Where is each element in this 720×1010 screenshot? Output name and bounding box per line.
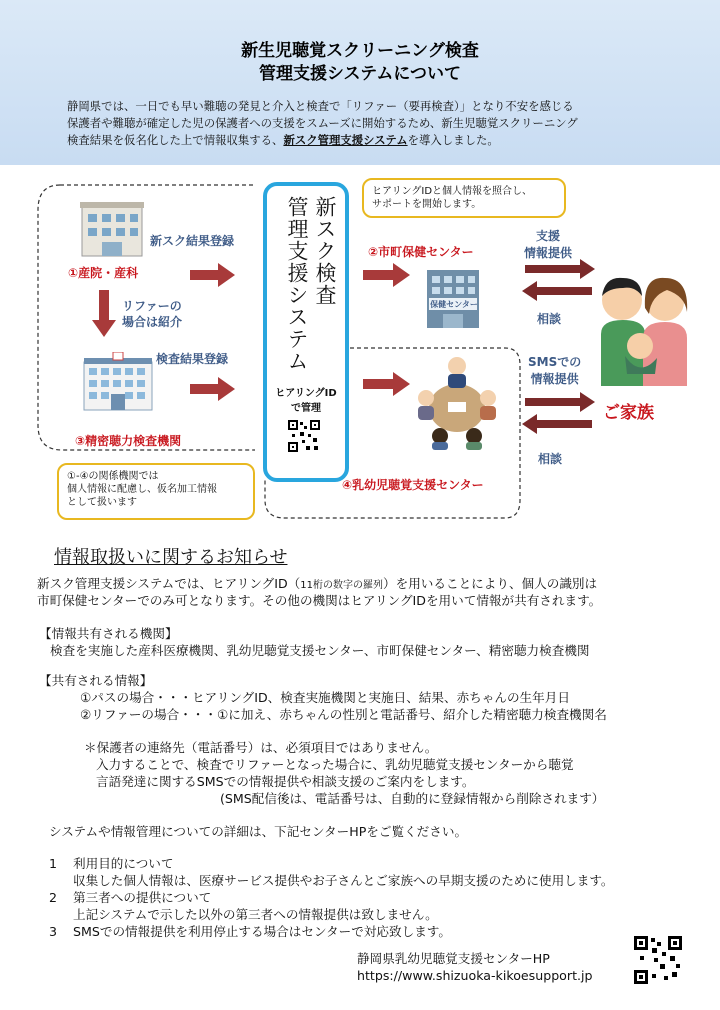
newborn-result-label: 新スク結果登録 <box>150 234 235 248</box>
orgs-text: 検査を実施した産科医療機関、乳幼児聴覚支援センター、市町保健センター、精密聴力検査機関 <box>50 643 590 658</box>
system-name-link: 新スク管理支援システム <box>283 133 408 147</box>
notice-heading: 情報取扱いに関するお知らせ <box>54 547 288 568</box>
item-3-title: SMSでの情報提供を利用停止する場合はセンターで対応致します。 <box>73 924 451 939</box>
page-subtitle: 管理支援システムについて <box>259 64 461 84</box>
website-qr-icon[interactable] <box>634 936 682 984</box>
health-center-label: ②市町保健センター <box>368 245 474 259</box>
page-title: 新生児聴覚スクリーニング検査 <box>241 41 479 61</box>
system-id-note: ヒアリングID で管理 <box>275 388 337 414</box>
footer-org: 静岡県乳幼児聴覚支援センターHP <box>357 951 550 966</box>
callout-bottom: ①-④の関係機関では 個人情報に配慮し、仮名加工情報 として扱います <box>57 463 255 520</box>
intro-line-3: 検査結果を仮名化した上で情報収集する、新スク管理支援システムを導入しました。 <box>67 133 499 147</box>
info-item-1: ①パスの場合・・・ヒアリングID、検査実施機関と実施日、結果、赤ちゃんの生年月日 <box>80 690 570 705</box>
health-center-sign: 保健センター <box>430 300 478 309</box>
notice-para-1: 新スク管理支援システムでは、ヒアリングID（11桁の数字の羅列）を用いることにより、個人の識別は <box>37 576 598 591</box>
system-name: 新スク検査 管理支援システム <box>285 196 337 372</box>
infant-center-label: ④乳幼児聴覚支援センター <box>342 478 484 492</box>
item-2-num: 2 <box>49 890 58 905</box>
family-icon <box>595 268 695 386</box>
support-meeting-icon <box>412 352 502 450</box>
item-1-body: 収集した個人情報は、医療サービス提供やお子さんとご家族への早期支援のために使用します。 <box>73 873 614 888</box>
intro-line-1: 静岡県では、一日でも早い難聴の発見と介入と検査で「リファー（要再検査）」となり不安を感じる <box>67 99 574 113</box>
orgs-heading: 【情報共有される機関】 <box>39 626 178 641</box>
info-heading: 【共有される情報】 <box>39 673 153 688</box>
item-1-num: 1 <box>49 856 58 871</box>
clinic-building-icon <box>82 352 154 412</box>
info-item-2: ②リファーの場合・・・①に加え、赤ちゃんの性別と電話番号、紹介した精密聴力検査機関名 <box>80 707 607 722</box>
note-line-2: 入力することで、検査でリファーとなった場合に、乳幼児聴覚支援センターから聴覚 <box>96 757 574 772</box>
callout-top: ヒアリングIDと個人情報を照合し、 サポートを開始します。 <box>362 178 566 218</box>
item-2-title: 第三者への提供について <box>73 890 212 905</box>
system-qr-icon <box>288 420 320 452</box>
item-2-body: 上記システムで示した以外の第三者への情報提供は致しません。 <box>73 907 438 922</box>
note-line-4: (SMS配信後は、電話番号は、自動的に登録情報から削除されます） <box>220 791 605 806</box>
refer-note: リファーの 場合は紹介 <box>122 299 183 329</box>
item-1-title: 利用目的について <box>73 856 174 871</box>
family-label: ご家族 <box>603 403 654 423</box>
consult-label-2: 相談 <box>538 452 563 466</box>
sms-label: SMSでの 情報提供 <box>528 355 582 386</box>
consult-label-1: 相談 <box>537 312 562 326</box>
support-label: 支援 情報提供 <box>524 229 573 260</box>
intro-line-2: 保護者や難聴が確定した児の保護者への支援をスムーズに開始するため、新生児聴覚スクリーニング <box>67 116 578 130</box>
hospital-building-icon <box>78 200 146 258</box>
note-line-3: 言語発達に関するSMSでの情報提供や相談支援のご案内をします。 <box>96 774 475 789</box>
notice-para-2: 市町保健センターでのみ可となります。その他の機関はヒアリングIDを用いて情報が共有されます。 <box>37 593 602 608</box>
footer-url[interactable]: https://www.shizuoka-kikoesupport.jp <box>357 968 593 983</box>
note-line-1: ＊保護者の連絡先（電話番号）は、必須項目ではありません。 <box>84 740 438 755</box>
item-3-num: 3 <box>49 924 58 939</box>
details-text: システムや情報管理についての詳細は、下記センターHPをご覧ください。 <box>49 824 468 839</box>
hospital-label: ①産院・産科 <box>68 266 139 280</box>
clinic-label: ③精密聴力検査機関 <box>75 434 182 448</box>
exam-result-label: 検査結果登録 <box>156 352 229 366</box>
